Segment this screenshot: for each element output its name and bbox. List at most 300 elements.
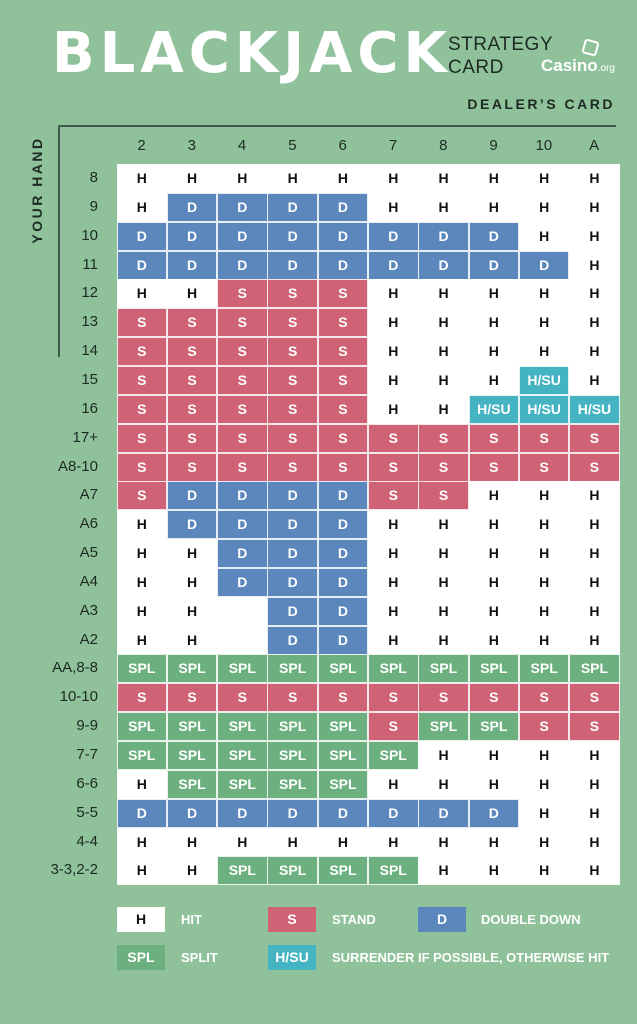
strategy-cell: H bbox=[117, 597, 168, 626]
strategy-cell: H bbox=[519, 539, 570, 568]
hand-label-18: 10-10 bbox=[59, 688, 98, 706]
strategy-cell: H bbox=[368, 568, 419, 597]
strategy-cell: S bbox=[217, 308, 268, 337]
strategy-cell: S bbox=[368, 712, 419, 741]
strategy-cell: H bbox=[469, 828, 520, 857]
strategy-cell: SPL bbox=[217, 654, 268, 683]
strategy-cell: H bbox=[318, 828, 369, 857]
hand-label-24: 3-3,2-2 bbox=[50, 861, 98, 879]
hand-label-2: 10 bbox=[81, 226, 98, 244]
strategy-cell: SPL bbox=[117, 741, 168, 770]
strategy-cell: S bbox=[217, 395, 268, 424]
strategy-cell: S bbox=[519, 712, 570, 741]
strategy-cell: SPL bbox=[267, 654, 318, 683]
strategy-cell: H bbox=[368, 366, 419, 395]
strategy-cell: SPL bbox=[217, 712, 268, 741]
strategy-cell: SPL bbox=[117, 712, 168, 741]
dealer-card-9: A bbox=[589, 137, 600, 154]
strategy-cell: SPL bbox=[418, 654, 469, 683]
strategy-cell: S bbox=[217, 424, 268, 453]
strategy-cell: H bbox=[519, 308, 570, 337]
strategy-cell: D bbox=[117, 251, 168, 280]
strategy-cell: S bbox=[267, 366, 318, 395]
strategy-cell: H bbox=[519, 741, 570, 770]
strategy-cell: H bbox=[469, 510, 520, 539]
strategy-cell: H bbox=[519, 828, 570, 857]
strategy-cell: D bbox=[267, 251, 318, 280]
dealer-card-label: DEALER’S CARD bbox=[467, 96, 615, 112]
strategy-cell: S bbox=[167, 424, 218, 453]
strategy-cell: H bbox=[569, 164, 620, 193]
hand-label-14: A4 bbox=[79, 572, 98, 590]
strategy-cell: H bbox=[418, 770, 469, 799]
strategy-cell: H bbox=[569, 770, 620, 799]
strategy-cell: H bbox=[368, 337, 419, 366]
dealer-card-2: 4 bbox=[237, 137, 247, 154]
strategy-cell: H bbox=[519, 222, 570, 251]
strategy-cell: D bbox=[368, 799, 419, 828]
legend-label: HIT bbox=[181, 912, 202, 927]
hand-label-21: 6-6 bbox=[76, 774, 98, 792]
strategy-cell: SPL bbox=[217, 770, 268, 799]
strategy-cell: H bbox=[167, 828, 218, 857]
strategy-cell: S bbox=[267, 337, 318, 366]
strategy-cell: H bbox=[418, 597, 469, 626]
strategy-cell: H bbox=[569, 337, 620, 366]
strategy-cell: D bbox=[167, 510, 218, 539]
legend-swatch: H/SU bbox=[268, 945, 316, 970]
strategy-cell: S bbox=[267, 308, 318, 337]
strategy-cell: D bbox=[318, 568, 369, 597]
hand-label-20: 7-7 bbox=[76, 746, 98, 763]
strategy-cell: H bbox=[167, 164, 218, 193]
strategy-cell: S bbox=[318, 279, 369, 308]
dealer-card-3: 5 bbox=[288, 137, 297, 154]
strategy-cell: D bbox=[267, 510, 318, 539]
strategy-cell: D bbox=[318, 597, 369, 626]
strategy-cell: S bbox=[318, 337, 369, 366]
strategy-cell: H bbox=[117, 828, 168, 857]
strategy-cell: D bbox=[418, 799, 469, 828]
strategy-cell: SPL bbox=[167, 770, 218, 799]
strategy-cell: H bbox=[469, 481, 520, 510]
legend-swatch: SPL bbox=[117, 945, 165, 970]
strategy-cell: D bbox=[267, 539, 318, 568]
strategy-cell: S bbox=[318, 453, 369, 482]
strategy-cell: D bbox=[167, 251, 218, 280]
strategy-cell: SPL bbox=[519, 654, 570, 683]
strategy-cell: H bbox=[519, 597, 570, 626]
strategy-cell: H bbox=[569, 568, 620, 597]
strategy-cell: SPL bbox=[318, 654, 369, 683]
legend-label: SPLIT bbox=[181, 950, 218, 965]
strategy-cell: D bbox=[217, 222, 268, 251]
dealer-card-8: 10 bbox=[535, 137, 553, 154]
strategy-cell: S bbox=[368, 683, 419, 712]
strategy-cell: H bbox=[368, 164, 419, 193]
strategy-cell: S bbox=[267, 683, 318, 712]
strategy-cell: H bbox=[569, 856, 620, 885]
strategy-cell: S bbox=[519, 683, 570, 712]
strategy-cell: S bbox=[368, 453, 419, 482]
hand-label-0: 8 bbox=[89, 169, 98, 186]
strategy-cell: SPL bbox=[167, 712, 218, 741]
strategy-cell: H bbox=[418, 193, 469, 222]
strategy-cell: S bbox=[167, 395, 218, 424]
hand-label-4: 12 bbox=[81, 284, 98, 302]
legend-swatch: H bbox=[117, 907, 165, 932]
strategy-cell: D bbox=[318, 481, 369, 510]
strategy-cell: H bbox=[418, 856, 469, 885]
strategy-cell: S bbox=[117, 308, 168, 337]
strategy-cell: S bbox=[167, 683, 218, 712]
strategy-cell: H bbox=[519, 164, 570, 193]
strategy-cell: H bbox=[519, 799, 570, 828]
strategy-cell: H bbox=[418, 741, 469, 770]
strategy-cell: D bbox=[117, 222, 168, 251]
strategy-cell: H bbox=[569, 481, 620, 510]
strategy-cell: H bbox=[368, 193, 419, 222]
strategy-cell: H bbox=[368, 539, 419, 568]
strategy-cell: D bbox=[418, 251, 469, 280]
strategy-cell: H/SU bbox=[519, 395, 570, 424]
strategy-cell: H bbox=[519, 337, 570, 366]
strategy-cell: S bbox=[217, 279, 268, 308]
strategy-cell: D bbox=[167, 193, 218, 222]
strategy-cell: H bbox=[418, 395, 469, 424]
strategy-cell: H/SU bbox=[569, 395, 620, 424]
strategy-cell: H bbox=[418, 308, 469, 337]
strategy-cell: S bbox=[117, 337, 168, 366]
dealer-card-6: 8 bbox=[439, 137, 448, 154]
hand-label-8: 16 bbox=[81, 399, 98, 417]
hand-label-7: 15 bbox=[81, 370, 98, 388]
strategy-cell: SPL bbox=[469, 654, 520, 683]
strategy-cell: D bbox=[469, 799, 520, 828]
strategy-cell: D bbox=[318, 193, 369, 222]
strategy-cell: H bbox=[469, 856, 520, 885]
strategy-cell: S bbox=[117, 453, 168, 482]
strategy-cell: H bbox=[469, 770, 520, 799]
strategy-cell: SPL bbox=[267, 856, 318, 885]
strategy-cell: S bbox=[117, 424, 168, 453]
legend-swatch: S bbox=[268, 907, 316, 932]
hand-label-17: AA,8-8 bbox=[52, 659, 98, 677]
strategy-cell: H bbox=[469, 164, 520, 193]
empty-cell bbox=[217, 626, 268, 655]
strategy-cell: D bbox=[469, 251, 520, 280]
dealer-card-1: 3 bbox=[187, 137, 196, 154]
strategy-cell: H bbox=[519, 193, 570, 222]
strategy-cell: H bbox=[519, 279, 570, 308]
strategy-cell: D bbox=[519, 251, 570, 280]
strategy-cell: H bbox=[569, 539, 620, 568]
strategy-cell: S bbox=[318, 424, 369, 453]
strategy-cell: SPL bbox=[217, 856, 268, 885]
strategy-cell: S bbox=[318, 395, 369, 424]
hand-label-12: A6 bbox=[79, 515, 98, 533]
strategy-cell: SPL bbox=[368, 741, 419, 770]
strategy-cell: H bbox=[418, 626, 469, 655]
logo-text: Casino bbox=[541, 56, 598, 75]
strategy-cell: SPL bbox=[318, 712, 369, 741]
strategy-cell: H bbox=[569, 308, 620, 337]
strategy-cell: H bbox=[267, 828, 318, 857]
strategy-cell: H bbox=[569, 366, 620, 395]
strategy-cell: H bbox=[519, 770, 570, 799]
strategy-cell: H bbox=[469, 337, 520, 366]
strategy-cell: D bbox=[318, 222, 369, 251]
strategy-cell: H bbox=[418, 337, 469, 366]
strategy-cell: D bbox=[267, 799, 318, 828]
strategy-cell: H bbox=[167, 568, 218, 597]
legend-swatch: D bbox=[418, 907, 466, 932]
strategy-cell: SPL bbox=[569, 654, 620, 683]
strategy-cell: S bbox=[569, 712, 620, 741]
strategy-cell: H bbox=[569, 251, 620, 280]
strategy-cell: SPL bbox=[368, 654, 419, 683]
strategy-cell: H bbox=[469, 626, 520, 655]
hand-label-15: A3 bbox=[79, 601, 98, 619]
strategy-cell: S bbox=[418, 424, 469, 453]
strategy-cell: SPL bbox=[117, 654, 168, 683]
hand-label-23: 4-4 bbox=[76, 832, 98, 850]
your-hand-label: YOUR HAND bbox=[29, 136, 45, 244]
legend-label: STAND bbox=[332, 912, 376, 927]
strategy-cell: S bbox=[217, 337, 268, 366]
strategy-cell: S bbox=[519, 424, 570, 453]
strategy-cell: S bbox=[318, 683, 369, 712]
strategy-cell: S bbox=[368, 424, 419, 453]
strategy-cell: SPL bbox=[469, 712, 520, 741]
strategy-cell: D bbox=[217, 481, 268, 510]
strategy-cell: H bbox=[167, 856, 218, 885]
strategy-cell: H/SU bbox=[519, 366, 570, 395]
strategy-cell: H bbox=[469, 279, 520, 308]
strategy-cell: D bbox=[167, 481, 218, 510]
strategy-cell: S bbox=[267, 424, 318, 453]
strategy-cell: D bbox=[267, 626, 318, 655]
dice-icon bbox=[581, 38, 599, 56]
strategy-cell: H bbox=[368, 597, 419, 626]
strategy-cell: S bbox=[217, 366, 268, 395]
subtitle-card: CARD bbox=[448, 57, 504, 78]
strategy-cell: H bbox=[519, 510, 570, 539]
logo-suffix: .org bbox=[597, 63, 615, 74]
strategy-cell: D bbox=[318, 539, 369, 568]
subtitle-strategy: STRATEGY bbox=[448, 34, 553, 55]
strategy-cell: S bbox=[217, 683, 268, 712]
strategy-cell: D bbox=[217, 193, 268, 222]
strategy-cell: H bbox=[368, 395, 419, 424]
strategy-cell: S bbox=[569, 683, 620, 712]
strategy-cell: S bbox=[569, 424, 620, 453]
strategy-cell: H bbox=[418, 279, 469, 308]
strategy-cell: D bbox=[267, 193, 318, 222]
hand-label-13: A5 bbox=[79, 544, 98, 562]
strategy-cell: S bbox=[418, 453, 469, 482]
header-rule bbox=[58, 125, 616, 127]
strategy-cell: H bbox=[519, 856, 570, 885]
strategy-cell: S bbox=[418, 683, 469, 712]
strategy-cell: S bbox=[469, 424, 520, 453]
strategy-cell: SPL bbox=[217, 741, 268, 770]
strategy-cell: H bbox=[469, 597, 520, 626]
strategy-cell: SPL bbox=[267, 741, 318, 770]
strategy-cell: H bbox=[569, 828, 620, 857]
strategy-cell: H bbox=[569, 741, 620, 770]
strategy-cell: D bbox=[318, 510, 369, 539]
hand-label-5: 13 bbox=[81, 313, 98, 331]
strategy-cell: S bbox=[318, 366, 369, 395]
strategy-cell: H bbox=[469, 366, 520, 395]
page-title: BLACKJACK bbox=[52, 21, 452, 86]
strategy-cell: H bbox=[569, 799, 620, 828]
strategy-cell: H bbox=[117, 568, 168, 597]
strategy-cell: H bbox=[117, 193, 168, 222]
strategy-cell: H bbox=[117, 279, 168, 308]
strategy-cell: D bbox=[469, 222, 520, 251]
strategy-cell: H bbox=[569, 279, 620, 308]
strategy-cell: S bbox=[469, 453, 520, 482]
strategy-cell: H bbox=[418, 164, 469, 193]
strategy-cell: D bbox=[167, 222, 218, 251]
dealer-card-7: 9 bbox=[489, 137, 498, 154]
strategy-cell: H bbox=[368, 828, 419, 857]
dealer-card-4: 6 bbox=[338, 137, 347, 154]
strategy-cell: D bbox=[267, 568, 318, 597]
strategy-cell: S bbox=[167, 337, 218, 366]
strategy-cell: H bbox=[569, 510, 620, 539]
strategy-cell: S bbox=[267, 453, 318, 482]
strategy-cell: H bbox=[469, 539, 520, 568]
strategy-cell: H bbox=[217, 164, 268, 193]
dealer-card-5: 7 bbox=[388, 137, 398, 154]
casino-org-logo bbox=[541, 56, 615, 79]
strategy-cell: D bbox=[368, 251, 419, 280]
strategy-cell: D bbox=[217, 799, 268, 828]
strategy-cell: H bbox=[368, 626, 419, 655]
strategy-cell: S bbox=[469, 683, 520, 712]
strategy-cell: D bbox=[217, 510, 268, 539]
strategy-cell: H bbox=[418, 510, 469, 539]
strategy-cell: H bbox=[368, 510, 419, 539]
strategy-cell: H bbox=[469, 193, 520, 222]
strategy-cell: S bbox=[167, 453, 218, 482]
strategy-cell: H bbox=[117, 164, 168, 193]
strategy-cell: S bbox=[117, 481, 168, 510]
strategy-cell: S bbox=[318, 308, 369, 337]
strategy-cell: H bbox=[318, 164, 369, 193]
strategy-cell: H bbox=[117, 539, 168, 568]
strategy-cell: H bbox=[368, 308, 419, 337]
strategy-cell: S bbox=[167, 366, 218, 395]
strategy-cell: H bbox=[569, 626, 620, 655]
strategy-cell: H bbox=[469, 568, 520, 597]
strategy-cell: H bbox=[167, 626, 218, 655]
strategy-cell: H bbox=[418, 366, 469, 395]
strategy-cell: D bbox=[318, 799, 369, 828]
strategy-cell: D bbox=[217, 539, 268, 568]
strategy-cell: S bbox=[368, 481, 419, 510]
strategy-cell: H bbox=[117, 770, 168, 799]
strategy-cell: H bbox=[418, 828, 469, 857]
strategy-cell: H bbox=[217, 828, 268, 857]
strategy-cell: H bbox=[418, 539, 469, 568]
strategy-cell: H bbox=[569, 193, 620, 222]
strategy-cell: D bbox=[117, 799, 168, 828]
dealer-card-0: 2 bbox=[137, 137, 146, 154]
hand-label-9: 17+ bbox=[72, 428, 98, 446]
strategy-cell: D bbox=[267, 481, 318, 510]
strategy-cell: D bbox=[318, 251, 369, 280]
strategy-cell: D bbox=[418, 222, 469, 251]
strategy-cell: D bbox=[318, 626, 369, 655]
strategy-cell: SPL bbox=[267, 712, 318, 741]
strategy-cell: D bbox=[217, 251, 268, 280]
strategy-cell: SPL bbox=[368, 856, 419, 885]
strategy-cell: D bbox=[217, 568, 268, 597]
strategy-cell: S bbox=[519, 453, 570, 482]
hand-label-19: 9-9 bbox=[76, 717, 98, 735]
strategy-cell: SPL bbox=[318, 741, 369, 770]
strategy-cell: H bbox=[519, 481, 570, 510]
strategy-cell: SPL bbox=[267, 770, 318, 799]
hand-label-10: A8-10 bbox=[57, 457, 98, 475]
strategy-cell: SPL bbox=[318, 770, 369, 799]
strategy-cell: H bbox=[117, 856, 168, 885]
strategy-cell: H bbox=[569, 597, 620, 626]
legend-label: SURRENDER IF POSSIBLE, OTHERWISE HIT bbox=[332, 950, 610, 965]
strategy-cell: D bbox=[368, 222, 419, 251]
strategy-cell: D bbox=[267, 597, 318, 626]
strategy-cell: H bbox=[368, 279, 419, 308]
strategy-cell: H bbox=[267, 164, 318, 193]
strategy-cell: S bbox=[267, 279, 318, 308]
strategy-cell: H bbox=[569, 222, 620, 251]
strategy-cell: S bbox=[217, 453, 268, 482]
strategy-cell: D bbox=[167, 799, 218, 828]
strategy-cell: S bbox=[117, 366, 168, 395]
strategy-cell: H bbox=[167, 597, 218, 626]
hand-label-11: A7 bbox=[79, 486, 98, 504]
strategy-cell: H bbox=[117, 626, 168, 655]
strategy-cell: S bbox=[267, 395, 318, 424]
hand-label-6: 14 bbox=[81, 342, 98, 360]
strategy-cell: S bbox=[418, 481, 469, 510]
empty-cell bbox=[217, 597, 268, 626]
strategy-cell: SPL bbox=[318, 856, 369, 885]
strategy-cell: H bbox=[167, 539, 218, 568]
strategy-cell: SPL bbox=[418, 712, 469, 741]
strategy-cell: S bbox=[569, 453, 620, 482]
strategy-cell: H bbox=[167, 279, 218, 308]
strategy-cell: H bbox=[519, 568, 570, 597]
strategy-cell: S bbox=[117, 395, 168, 424]
strategy-cell: H bbox=[368, 770, 419, 799]
strategy-cell: S bbox=[167, 308, 218, 337]
strategy-cell: SPL bbox=[167, 654, 218, 683]
strategy-cell: H bbox=[469, 308, 520, 337]
strategy-cell: H bbox=[469, 741, 520, 770]
strategy-cell: H/SU bbox=[469, 395, 520, 424]
legend-label: DOUBLE DOWN bbox=[481, 912, 581, 927]
hand-label-16: A2 bbox=[79, 630, 98, 648]
hand-label-1: 9 bbox=[89, 197, 98, 215]
strategy-cell: S bbox=[117, 683, 168, 712]
hand-label-3: 11 bbox=[82, 255, 98, 273]
strategy-cell: H bbox=[418, 568, 469, 597]
